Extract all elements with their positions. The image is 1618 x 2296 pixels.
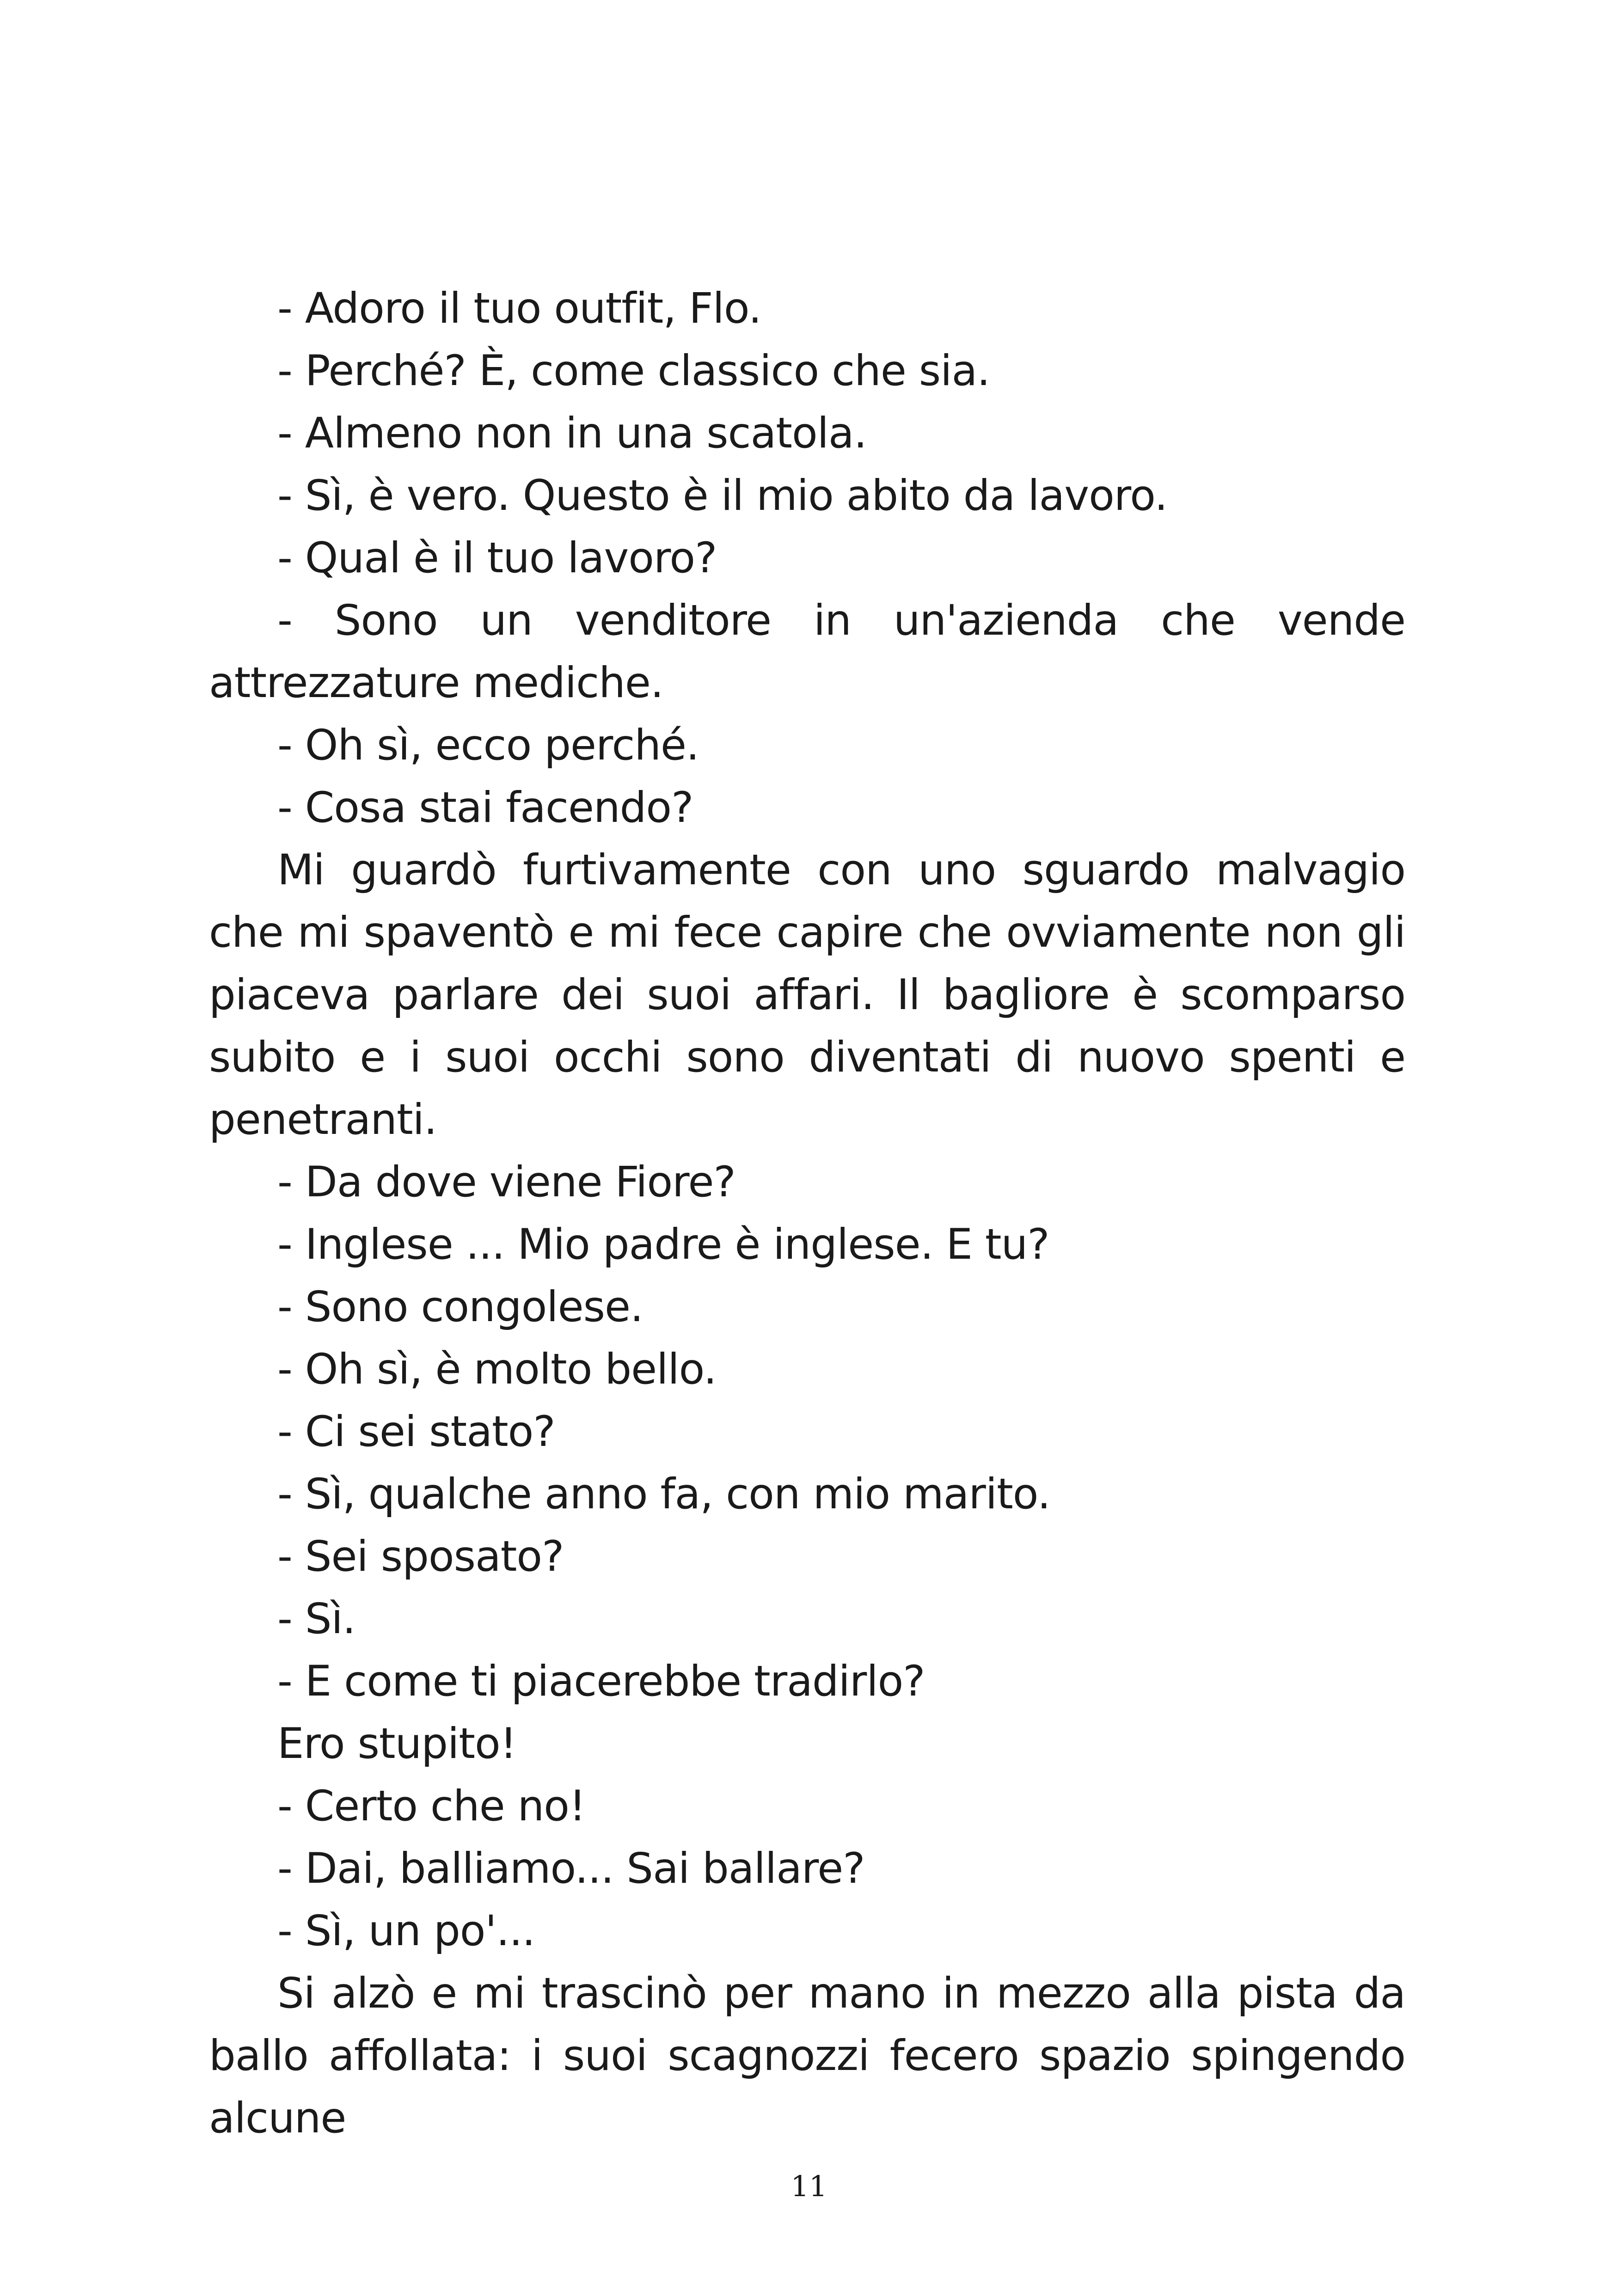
paragraph: - Inglese ... Mio padre è inglese. E tu?	[277, 1220, 1049, 1269]
paragraph: - Adoro il tuo outfit, Flo.	[277, 284, 761, 333]
paragraph: - Certo che no!	[277, 1782, 586, 1831]
paragraph: - Sì, un po'...	[277, 1907, 535, 1955]
paragraph: - Dai, balliamo... Sai ballare?	[277, 1844, 865, 1893]
paragraph: Mi guardò furtivamente con uno sguardo malvagio che mi spaventò e mi fece capire che ovviamente non gli piaceva parlare dei suoi affari. Il bagliore è scomparso subito e i suoi occhi sono diventati di nuovo spenti e penetranti.	[209, 846, 1405, 1144]
paragraph: - Oh sì, ecco perché.	[277, 721, 699, 770]
paragraph: Si alzò e mi trascinò per mano in mezzo alla pista da ballo affollata: i suoi scagnozzi fecero spazio spingendo alcune	[209, 1969, 1405, 2143]
page-number: 11	[791, 2169, 827, 2203]
paragraph: - Qual è il tuo lavoro?	[277, 534, 717, 582]
paragraph: - Oh sì, è molto bello.	[277, 1345, 717, 1394]
paragraph: - Ci sei stato?	[277, 1408, 555, 1456]
paragraph: - Perché? È, come classico che sia.	[277, 347, 990, 395]
paragraph: - Sei sposato?	[277, 1532, 564, 1581]
paragraph: Ero stupito!	[277, 1720, 517, 1768]
paragraph: - Sì, qualche anno fa, con mio marito.	[277, 1470, 1050, 1518]
paragraph: - Almeno non in una scatola.	[277, 409, 867, 458]
paragraph: - Da dove viene Fiore?	[277, 1158, 735, 1206]
paragraph: - Sì, è vero. Questo è il mio abito da lavoro.	[277, 471, 1168, 520]
paragraph: - Cosa stai facendo?	[277, 784, 693, 832]
body-text	[209, 277, 1405, 2149]
paragraph: - Sono un venditore in un'azienda che vende attrezzature mediche.	[209, 596, 1405, 707]
paragraph: - E come ti piacerebbe tradirlo?	[277, 1657, 925, 1706]
paragraph: - Sono congolese.	[277, 1283, 643, 1331]
paragraph: - Sì.	[277, 1595, 355, 1643]
